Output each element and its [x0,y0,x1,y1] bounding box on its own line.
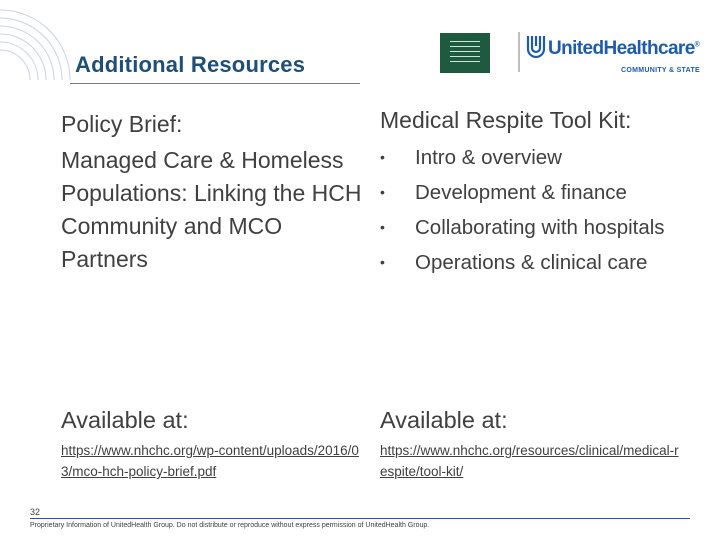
footer-disclaimer: Proprietary Information of UnitedHealth Group. Do not distribute or reproduce without express permission of UnitedHealth Group. [30,522,430,529]
toolkit-list [380,143,705,277]
footer-divider [30,518,690,519]
title-underline [70,83,360,84]
list-item: • Operations & clinical care [380,251,648,274]
list-item: • Development & finance [380,181,627,204]
toolkit-section [380,104,705,283]
available-at-label: Available at: [61,407,189,433]
page-number: 32 [30,507,41,517]
policy-brief-section [61,108,366,276]
decorative-arcs [0,0,80,80]
unitedhealthcare-logo [518,30,700,80]
slide-title: Additional Resources [75,52,306,77]
list-item: • Intro & overview [380,146,562,169]
available-at-label: Available at: [380,407,508,433]
policy-brief-link[interactable]: https://www.nhchc.org/wp-content/uploads/2016/03/mco-hch-policy-brief.pdf [61,443,359,479]
policy-brief-title: Managed Care & Homeless Populations: Linking the HCH Community and MCO Partners [61,147,362,272]
toolkit-title: Medical Respite Tool Kit: [380,107,632,133]
uhc-u-icon [526,34,546,60]
policy-brief-label: Policy Brief: [61,111,183,137]
brand-subtitle: COMMUNITY & STATE [621,67,700,74]
toolkit-link[interactable]: https://www.nhchc.org/resources/clinical/medical-respite/tool-kit/ [380,443,679,479]
logo-divider [518,32,520,72]
brand-name: UnitedHealthcare® [548,38,700,59]
list-item: • Collaborating with hospitals [380,216,665,239]
ncp-logo [440,33,490,73]
